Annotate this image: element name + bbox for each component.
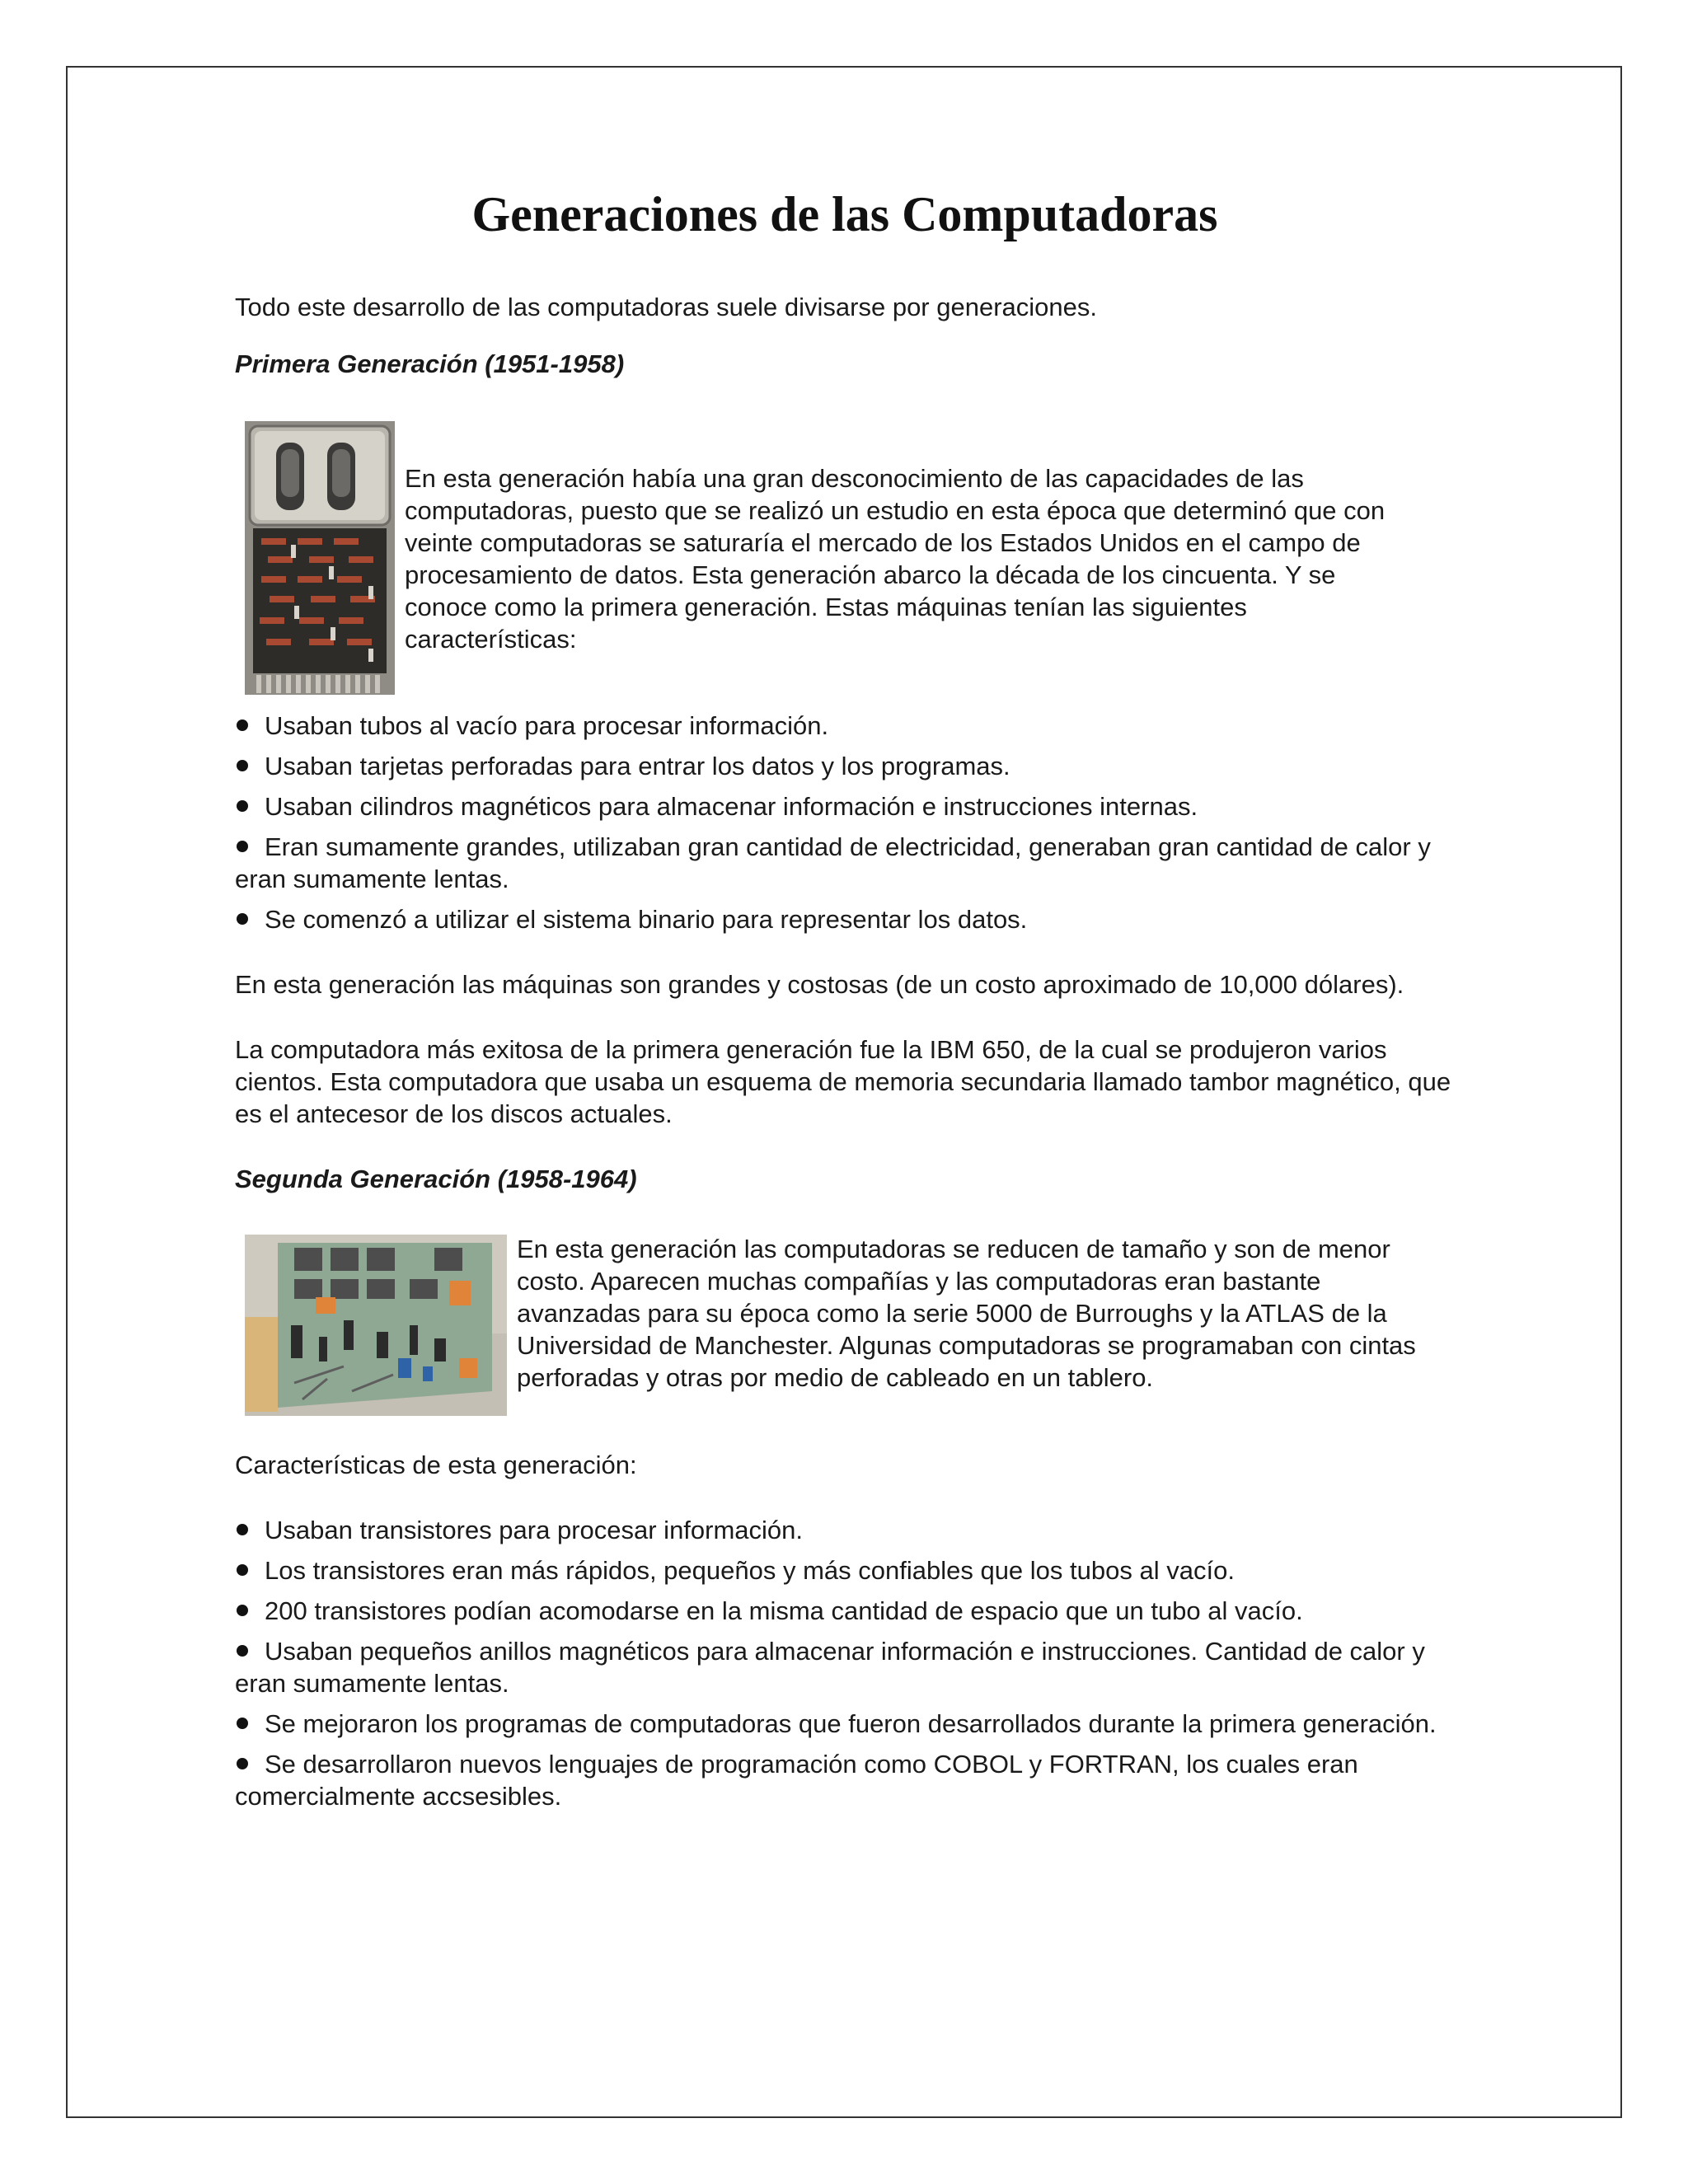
first-generation-heading: Primera Generación (1951-1958): [235, 349, 625, 378]
list-item: Usaban tubos al vacío para procesar información.: [235, 710, 1455, 742]
bullet-icon: [237, 800, 248, 812]
list-item: Los transistores eran más rápidos, pequeños y más confiables que los tubos al vacío.: [235, 1554, 1455, 1586]
list-item: Se comenzó a utilizar el sistema binario para representar los datos.: [235, 903, 1455, 935]
list-item: Usaban cilindros magnéticos para almacenar información e instrucciones internas.: [235, 790, 1455, 823]
bullet-icon: [237, 1605, 248, 1616]
cost-paragraph: En esta generación las máquinas son grandes y costosas (de un costo aproximado de 10,000 dólares).: [235, 970, 1404, 999]
list-item: Usaban tarjetas perforadas para entrar los datos y los programas.: [235, 750, 1455, 782]
second-generation-block: [235, 1233, 1455, 1416]
list-item: Eran sumamente grandes, utilizaban gran cantidad de electricidad, generaban gran cantidad de calor y eran sumamente lentas.: [235, 832, 1431, 893]
bullet-icon: [237, 1718, 248, 1729]
first-generation-bullet-list: [235, 710, 1455, 935]
transistor-board-image: [245, 1235, 507, 1416]
bullet-icon: [237, 913, 248, 925]
list-item: Se mejoraron los programas de computadoras que fueron desarrollados durante la primera generación.: [235, 1708, 1455, 1740]
first-generation-description: En esta generación había una gran desconocimiento de las capacidades de las computadoras, puesto que se realizó un estudio en esta época que determinó que con veinte computadoras se saturaría el mercado de los Estados Unidos en el campo de procesamiento de datos. Esta generación abarco la década de los cincuenta. Y se conoce como la primera generación. Estas máquinas tenían las siguientes características:: [405, 464, 1386, 654]
second-generation-bullet-list: [235, 1514, 1455, 1812]
list-item: Se desarrollaron nuevos lenguajes de programación como COBOL y FORTRAN, los cuales eran comercialmente accsesibles.: [235, 1750, 1358, 1811]
second-generation-heading: Segunda Generación (1958-1964): [235, 1165, 637, 1193]
page-title: Generaciones de las Computadoras: [471, 187, 1218, 241]
vacuum-tube-module-image: [245, 421, 395, 695]
bullet-icon: [237, 719, 248, 731]
ibm-650-paragraph: La computadora más exitosa de la primera generación fue la IBM 650, de la cual se produjeron varios cientos. Esta computadora que usaba un esquema de memoria secundaria llamado tambor magnético, que es el antecesor de los discos actuales.: [235, 1035, 1451, 1128]
bullet-icon: [237, 1758, 248, 1769]
bullet-icon: [237, 1524, 248, 1535]
list-item: Usaban transistores para procesar información.: [235, 1514, 1455, 1546]
bullet-icon: [237, 1645, 248, 1657]
list-item: Usaban pequeños anillos magnéticos para almacenar información e instrucciones. Cantidad de calor y eran sumamente lentas.: [235, 1637, 1425, 1698]
bullet-icon: [237, 841, 248, 852]
list-item: 200 transistores podían acomodarse en la misma cantidad de espacio que un tubo al vacío.: [235, 1595, 1455, 1627]
characteristics-label: Características de esta generación:: [235, 1451, 637, 1479]
bullet-icon: [237, 1564, 248, 1576]
first-generation-block: [235, 421, 1455, 695]
intro-paragraph: Todo este desarrollo de las computadoras suele divisarse por generaciones.: [235, 293, 1097, 321]
bullet-icon: [237, 760, 248, 771]
document-content: [235, 185, 1455, 1812]
second-generation-description: En esta generación las computadoras se reducen de tamaño y son de menor costo. Aparecen muchas compañías y las computadoras eran bastante avanzadas para su época como la serie 5000 de Burroughs y la ATLAS de la Universidad de Manchester. Algunas computadoras se programaban con cintas perforadas y otras por medio de cableado en un tablero.: [517, 1235, 1416, 1392]
